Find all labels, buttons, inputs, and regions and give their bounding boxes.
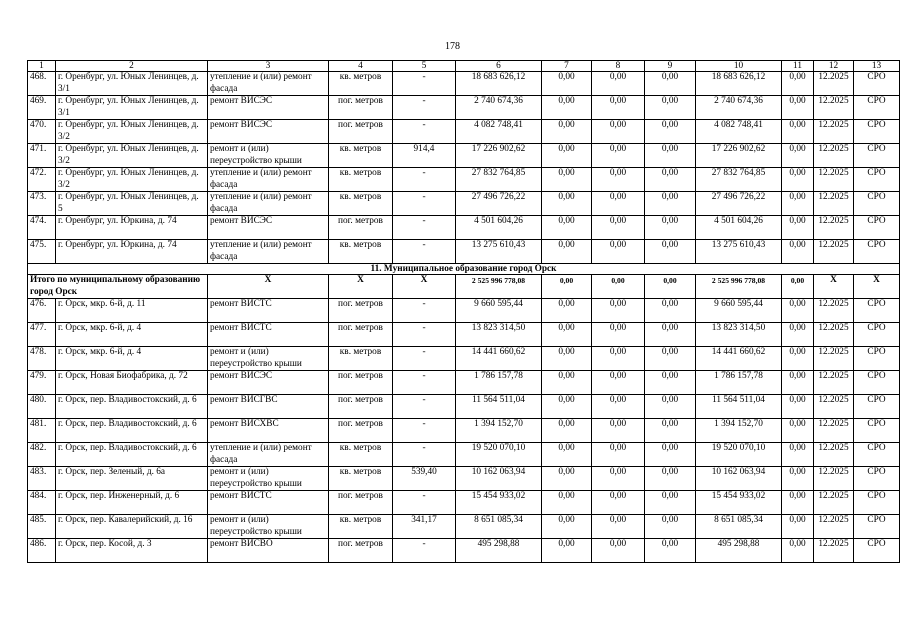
deadline-cell: 12.2025 — [814, 72, 854, 96]
total-col-13: Х — [854, 275, 900, 299]
col-header-12: 12 — [814, 61, 854, 72]
fund-local-cell: 0,00 — [645, 96, 696, 120]
table-row — [28, 144, 900, 168]
address-cell: г. Оренбург, ул. Юных Ленинцев, д. 3/2 — [56, 120, 208, 144]
unit-cost-cell: 0,00 — [782, 515, 814, 539]
method-cell: СРО — [854, 443, 900, 467]
fund-federal-cell: 0,00 — [542, 323, 592, 347]
fund-federal-cell: 0,00 — [542, 299, 592, 323]
fund-regional-cell: 0,00 — [592, 96, 645, 120]
unit-cost-cell: 0,00 — [782, 539, 814, 563]
area-cell: - — [393, 192, 456, 216]
fund-regional-cell: 0,00 — [592, 467, 645, 491]
fund-regional-cell: 0,00 — [592, 299, 645, 323]
unit-cost-cell: 0,00 — [782, 371, 814, 395]
method-cell: СРО — [854, 491, 900, 515]
fund-owners-cell: 13 823 314,50 — [696, 323, 782, 347]
work-type-cell: ремонт и (или) переустройство крыши — [208, 515, 329, 539]
row-number: 478. — [28, 347, 56, 371]
unit-cost-cell: 0,00 — [782, 192, 814, 216]
work-type-cell: ремонт ВИСГВС — [208, 395, 329, 419]
work-type-cell: утепление и (или) ремонт фасада — [208, 192, 329, 216]
area-cell: - — [393, 371, 456, 395]
fund-owners-cell: 13 275 610,43 — [696, 240, 782, 264]
work-type-cell: ремонт ВИСТС — [208, 491, 329, 515]
area-cell: 341,17 — [393, 515, 456, 539]
unit-cell: пог. метров — [329, 216, 393, 240]
area-cell: - — [393, 443, 456, 467]
fund-local-cell: 0,00 — [645, 168, 696, 192]
total-col-3: Х — [208, 275, 329, 299]
fund-federal-cell: 0,00 — [542, 443, 592, 467]
fund-federal-cell: 0,00 — [542, 515, 592, 539]
address-cell: г. Орск, пер. Владивостокский, д. 6 — [56, 419, 208, 443]
deadline-cell: 12.2025 — [814, 216, 854, 240]
method-cell: СРО — [854, 299, 900, 323]
fund-federal-cell: 0,00 — [542, 216, 592, 240]
table-row — [28, 467, 900, 491]
work-type-cell: ремонт ВИСЭС — [208, 120, 329, 144]
area-cell: - — [393, 216, 456, 240]
unit-cost-cell: 0,00 — [782, 168, 814, 192]
work-type-cell: утепление и (или) ремонт фасада — [208, 72, 329, 96]
deadline-cell: 12.2025 — [814, 347, 854, 371]
deadline-cell: 12.2025 — [814, 371, 854, 395]
unit-cell: пог. метров — [329, 419, 393, 443]
address-cell: г. Орск, мкр. 6-й, д. 4 — [56, 323, 208, 347]
method-cell: СРО — [854, 96, 900, 120]
fund-regional-cell: 0,00 — [592, 192, 645, 216]
method-cell: СРО — [854, 240, 900, 264]
work-type-cell: утепление и (или) ремонт фасада — [208, 240, 329, 264]
address-cell: г. Оренбург, ул. Юркина, д. 74 — [56, 216, 208, 240]
method-cell: СРО — [854, 539, 900, 563]
row-number: 486. — [28, 539, 56, 563]
fund-local-cell: 0,00 — [645, 443, 696, 467]
row-number: 482. — [28, 443, 56, 467]
section-title: 11. Муниципальное образование город Орск — [28, 264, 900, 275]
area-cell: - — [393, 395, 456, 419]
fund-local-cell: 0,00 — [645, 144, 696, 168]
work-type-cell: ремонт ВИСЭС — [208, 96, 329, 120]
table-row — [28, 371, 900, 395]
cost-total-cell: 18 683 626,12 — [456, 72, 542, 96]
unit-cell: кв. метров — [329, 443, 393, 467]
cost-total-cell: 15 454 933,02 — [456, 491, 542, 515]
fund-owners-cell: 27 496 726,22 — [696, 192, 782, 216]
fund-federal-cell: 0,00 — [542, 144, 592, 168]
work-type-cell: ремонт и (или) переустройство крыши — [208, 467, 329, 491]
unit-cost-cell: 0,00 — [782, 96, 814, 120]
fund-regional-cell: 0,00 — [592, 347, 645, 371]
fund-owners-cell: 14 441 660,62 — [696, 347, 782, 371]
table-row — [28, 120, 900, 144]
area-cell: - — [393, 491, 456, 515]
fund-federal-cell: 0,00 — [542, 419, 592, 443]
work-type-cell: ремонт ВИСЭС — [208, 371, 329, 395]
cost-total-cell: 4 501 604,26 — [456, 216, 542, 240]
cost-total-cell: 495 298,88 — [456, 539, 542, 563]
fund-regional-cell: 0,00 — [592, 120, 645, 144]
table-row — [28, 240, 900, 264]
fund-regional-cell: 0,00 — [592, 395, 645, 419]
col-header-10: 10 — [696, 61, 782, 72]
cost-total-cell: 27 496 726,22 — [456, 192, 542, 216]
row-number: 480. — [28, 395, 56, 419]
area-cell: 539,40 — [393, 467, 456, 491]
address-cell: г. Орск, пер. Зеленый, д. 6а — [56, 467, 208, 491]
unit-cell: кв. метров — [329, 240, 393, 264]
unit-cell: пог. метров — [329, 371, 393, 395]
area-cell: - — [393, 240, 456, 264]
total-col-5: Х — [393, 275, 456, 299]
fund-local-cell: 0,00 — [645, 419, 696, 443]
total-col-10: 2 525 996 778,08 — [696, 275, 782, 299]
fund-regional-cell: 0,00 — [592, 371, 645, 395]
method-cell: СРО — [854, 144, 900, 168]
fund-federal-cell: 0,00 — [542, 192, 592, 216]
fund-regional-cell: 0,00 — [592, 323, 645, 347]
cost-total-cell: 8 651 085,34 — [456, 515, 542, 539]
fund-local-cell: 0,00 — [645, 467, 696, 491]
work-type-cell: ремонт ВИСТС — [208, 299, 329, 323]
area-cell: - — [393, 299, 456, 323]
area-cell: - — [393, 96, 456, 120]
row-number: 475. — [28, 240, 56, 264]
cost-total-cell: 4 082 748,41 — [456, 120, 542, 144]
row-number: 468. — [28, 72, 56, 96]
row-number: 485. — [28, 515, 56, 539]
deadline-cell: 12.2025 — [814, 192, 854, 216]
cost-total-cell: 19 520 070,10 — [456, 443, 542, 467]
work-type-cell: ремонт ВИСВО — [208, 539, 329, 563]
fund-owners-cell: 15 454 933,02 — [696, 491, 782, 515]
area-cell: - — [393, 419, 456, 443]
total-col-9: 0,00 — [645, 275, 696, 299]
area-cell: - — [393, 539, 456, 563]
unit-cost-cell: 0,00 — [782, 240, 814, 264]
fund-local-cell: 0,00 — [645, 72, 696, 96]
row-number: 470. — [28, 120, 56, 144]
municipality-total-row — [28, 275, 900, 299]
unit-cost-cell: 0,00 — [782, 299, 814, 323]
deadline-cell: 12.2025 — [814, 491, 854, 515]
fund-federal-cell: 0,00 — [542, 96, 592, 120]
page-number: 178 — [445, 41, 460, 52]
fund-local-cell: 0,00 — [645, 347, 696, 371]
unit-cost-cell: 0,00 — [782, 120, 814, 144]
col-header-1: 1 — [28, 61, 56, 72]
deadline-cell: 12.2025 — [814, 395, 854, 419]
area-cell: - — [393, 323, 456, 347]
method-cell: СРО — [854, 347, 900, 371]
table-body — [28, 61, 900, 563]
row-number: 471. — [28, 144, 56, 168]
table-row — [28, 395, 900, 419]
method-cell: СРО — [854, 72, 900, 96]
col-header-6: 6 — [456, 61, 542, 72]
fund-owners-cell: 10 162 063,94 — [696, 467, 782, 491]
fund-local-cell: 0,00 — [645, 395, 696, 419]
deadline-cell: 12.2025 — [814, 419, 854, 443]
fund-owners-cell: 17 226 902,62 — [696, 144, 782, 168]
deadline-cell: 12.2025 — [814, 323, 854, 347]
cost-total-cell: 13 823 314,50 — [456, 323, 542, 347]
address-cell: г. Оренбург, ул. Юных Ленинцев, д. 5 — [56, 192, 208, 216]
unit-cell: кв. метров — [329, 515, 393, 539]
fund-local-cell: 0,00 — [645, 120, 696, 144]
row-number: 473. — [28, 192, 56, 216]
method-cell: СРО — [854, 168, 900, 192]
fund-federal-cell: 0,00 — [542, 539, 592, 563]
cost-total-cell: 9 660 595,44 — [456, 299, 542, 323]
address-cell: г. Оренбург, ул. Юных Ленинцев, д. 3/1 — [56, 72, 208, 96]
table-row — [28, 168, 900, 192]
work-type-cell: ремонт ВИСХВС — [208, 419, 329, 443]
total-col-11: 0,00 — [782, 275, 814, 299]
area-cell: - — [393, 168, 456, 192]
area-cell: - — [393, 120, 456, 144]
cost-total-cell: 14 441 660,62 — [456, 347, 542, 371]
table-row — [28, 491, 900, 515]
unit-cost-cell: 0,00 — [782, 491, 814, 515]
address-cell: г. Оренбург, ул. Юркина, д. 74 — [56, 240, 208, 264]
method-cell: СРО — [854, 515, 900, 539]
fund-federal-cell: 0,00 — [542, 395, 592, 419]
area-cell: - — [393, 347, 456, 371]
deadline-cell: 12.2025 — [814, 168, 854, 192]
col-header-4: 4 — [329, 61, 393, 72]
table-row — [28, 419, 900, 443]
unit-cell: кв. метров — [329, 72, 393, 96]
deadline-cell: 12.2025 — [814, 120, 854, 144]
unit-cost-cell: 0,00 — [782, 395, 814, 419]
deadline-cell: 12.2025 — [814, 443, 854, 467]
fund-federal-cell: 0,00 — [542, 491, 592, 515]
address-cell: г. Орск, пер. Косой, д. 3 — [56, 539, 208, 563]
fund-local-cell: 0,00 — [645, 371, 696, 395]
unit-cost-cell: 0,00 — [782, 323, 814, 347]
fund-federal-cell: 0,00 — [542, 168, 592, 192]
fund-local-cell: 0,00 — [645, 192, 696, 216]
fund-owners-cell: 4 501 604,26 — [696, 216, 782, 240]
address-cell: г. Орск, пер. Кавалерийский, д. 16 — [56, 515, 208, 539]
fund-local-cell: 0,00 — [645, 539, 696, 563]
fund-regional-cell: 0,00 — [592, 443, 645, 467]
fund-owners-cell: 495 298,88 — [696, 539, 782, 563]
fund-local-cell: 0,00 — [645, 240, 696, 264]
table-row — [28, 72, 900, 96]
row-number: 484. — [28, 491, 56, 515]
unit-cell: пог. метров — [329, 491, 393, 515]
method-cell: СРО — [854, 192, 900, 216]
fund-owners-cell: 27 832 764,85 — [696, 168, 782, 192]
unit-cost-cell: 0,00 — [782, 443, 814, 467]
address-cell: г. Оренбург, ул. Юных Ленинцев, д. 3/2 — [56, 168, 208, 192]
table-row — [28, 216, 900, 240]
cost-total-cell: 10 162 063,94 — [456, 467, 542, 491]
address-cell: г. Оренбург, ул. Юных Ленинцев, д. 3/1 — [56, 96, 208, 120]
address-cell: г. Орск, пер. Владивостокский, д. 6 — [56, 395, 208, 419]
cost-total-cell: 27 832 764,85 — [456, 168, 542, 192]
col-header-3: 3 — [208, 61, 329, 72]
fund-regional-cell: 0,00 — [592, 515, 645, 539]
fund-federal-cell: 0,00 — [542, 240, 592, 264]
capital-repair-table — [27, 60, 900, 563]
method-cell: СРО — [854, 323, 900, 347]
fund-regional-cell: 0,00 — [592, 72, 645, 96]
total-label: Итого по муниципальному образованию город Орск — [28, 275, 208, 299]
table-row — [28, 515, 900, 539]
table-row — [28, 323, 900, 347]
work-type-cell: ремонт ВИСЭС — [208, 216, 329, 240]
fund-local-cell: 0,00 — [645, 515, 696, 539]
area-cell: - — [393, 72, 456, 96]
fund-regional-cell: 0,00 — [592, 240, 645, 264]
fund-federal-cell: 0,00 — [542, 347, 592, 371]
fund-owners-cell: 1 786 157,78 — [696, 371, 782, 395]
unit-cost-cell: 0,00 — [782, 419, 814, 443]
col-header-2: 2 — [56, 61, 208, 72]
method-cell: СРО — [854, 120, 900, 144]
fund-regional-cell: 0,00 — [592, 216, 645, 240]
fund-owners-cell: 1 394 152,70 — [696, 419, 782, 443]
unit-cell: пог. метров — [329, 323, 393, 347]
fund-regional-cell: 0,00 — [592, 539, 645, 563]
table-row — [28, 192, 900, 216]
total-col-8: 0,00 — [592, 275, 645, 299]
address-cell: г. Оренбург, ул. Юных Ленинцев, д. 3/2 — [56, 144, 208, 168]
fund-local-cell: 0,00 — [645, 299, 696, 323]
work-type-cell: ремонт и (или) переустройство крыши — [208, 347, 329, 371]
unit-cell: кв. метров — [329, 192, 393, 216]
unit-cell: кв. метров — [329, 347, 393, 371]
total-cost: 2 525 996 778,08 — [456, 275, 542, 299]
address-cell: г. Орск, мкр. 6-й, д. 11 — [56, 299, 208, 323]
column-number-header — [28, 61, 900, 72]
address-cell: г. Орск, пер. Инженерный, д. 6 — [56, 491, 208, 515]
fund-federal-cell: 0,00 — [542, 467, 592, 491]
table-row — [28, 539, 900, 563]
row-number: 476. — [28, 299, 56, 323]
fund-local-cell: 0,00 — [645, 491, 696, 515]
work-type-cell: ремонт ВИСТС — [208, 323, 329, 347]
method-cell: СРО — [854, 371, 900, 395]
deadline-cell: 12.2025 — [814, 144, 854, 168]
method-cell: СРО — [854, 419, 900, 443]
address-cell: г. Орск, пер. Владивостокский, д. 6 — [56, 443, 208, 467]
col-header-7: 7 — [542, 61, 592, 72]
deadline-cell: 12.2025 — [814, 515, 854, 539]
section-header-row — [28, 264, 900, 275]
deadline-cell: 12.2025 — [814, 299, 854, 323]
fund-owners-cell: 2 740 674,36 — [696, 96, 782, 120]
fund-owners-cell: 11 564 511,04 — [696, 395, 782, 419]
unit-cost-cell: 0,00 — [782, 467, 814, 491]
work-type-cell: ремонт и (или) переустройство крыши — [208, 144, 329, 168]
unit-cell: пог. метров — [329, 539, 393, 563]
fund-regional-cell: 0,00 — [592, 168, 645, 192]
address-cell: г. Орск, мкр. 6-й, д. 4 — [56, 347, 208, 371]
fund-regional-cell: 0,00 — [592, 491, 645, 515]
fund-owners-cell: 9 660 595,44 — [696, 299, 782, 323]
unit-cost-cell: 0,00 — [782, 347, 814, 371]
method-cell: СРО — [854, 467, 900, 491]
cost-total-cell: 2 740 674,36 — [456, 96, 542, 120]
total-col-12: Х — [814, 275, 854, 299]
fund-owners-cell: 18 683 626,12 — [696, 72, 782, 96]
table-row — [28, 96, 900, 120]
row-number: 483. — [28, 467, 56, 491]
method-cell: СРО — [854, 216, 900, 240]
row-number: 481. — [28, 419, 56, 443]
unit-cell: кв. метров — [329, 467, 393, 491]
col-header-11: 11 — [782, 61, 814, 72]
area-cell: 914,4 — [393, 144, 456, 168]
fund-regional-cell: 0,00 — [592, 144, 645, 168]
work-type-cell: утепление и (или) ремонт фасада — [208, 443, 329, 467]
total-col-7: 0,00 — [542, 275, 592, 299]
cost-total-cell: 11 564 511,04 — [456, 395, 542, 419]
deadline-cell: 12.2025 — [814, 240, 854, 264]
table-row — [28, 443, 900, 467]
cost-total-cell: 1 394 152,70 — [456, 419, 542, 443]
method-cell: СРО — [854, 395, 900, 419]
table-row — [28, 347, 900, 371]
fund-federal-cell: 0,00 — [542, 120, 592, 144]
unit-cell: пог. метров — [329, 395, 393, 419]
col-header-9: 9 — [645, 61, 696, 72]
work-type-cell: утепление и (или) ремонт фасада — [208, 168, 329, 192]
fund-owners-cell: 4 082 748,41 — [696, 120, 782, 144]
unit-cost-cell: 0,00 — [782, 216, 814, 240]
fund-local-cell: 0,00 — [645, 216, 696, 240]
unit-cell: пог. метров — [329, 299, 393, 323]
row-number: 472. — [28, 168, 56, 192]
row-number: 479. — [28, 371, 56, 395]
fund-federal-cell: 0,00 — [542, 72, 592, 96]
col-header-13: 13 — [854, 61, 900, 72]
row-number: 474. — [28, 216, 56, 240]
cost-total-cell: 17 226 902,62 — [456, 144, 542, 168]
address-cell: г. Орск, Новая Биофабрика, д. 72 — [56, 371, 208, 395]
unit-cell: пог. метров — [329, 96, 393, 120]
cost-total-cell: 13 275 610,43 — [456, 240, 542, 264]
table-row — [28, 299, 900, 323]
fund-federal-cell: 0,00 — [542, 371, 592, 395]
fund-owners-cell: 19 520 070,10 — [696, 443, 782, 467]
unit-cost-cell: 0,00 — [782, 144, 814, 168]
col-header-5: 5 — [393, 61, 456, 72]
col-header-8: 8 — [592, 61, 645, 72]
cost-total-cell: 1 786 157,78 — [456, 371, 542, 395]
total-col-4: Х — [329, 275, 393, 299]
deadline-cell: 12.2025 — [814, 467, 854, 491]
unit-cell: кв. метров — [329, 168, 393, 192]
unit-cell: пог. метров — [329, 120, 393, 144]
unit-cost-cell: 0,00 — [782, 72, 814, 96]
fund-regional-cell: 0,00 — [592, 419, 645, 443]
row-number: 477. — [28, 323, 56, 347]
unit-cell: кв. метров — [329, 144, 393, 168]
fund-owners-cell: 8 651 085,34 — [696, 515, 782, 539]
deadline-cell: 12.2025 — [814, 96, 854, 120]
row-number: 469. — [28, 96, 56, 120]
deadline-cell: 12.2025 — [814, 539, 854, 563]
fund-local-cell: 0,00 — [645, 323, 696, 347]
